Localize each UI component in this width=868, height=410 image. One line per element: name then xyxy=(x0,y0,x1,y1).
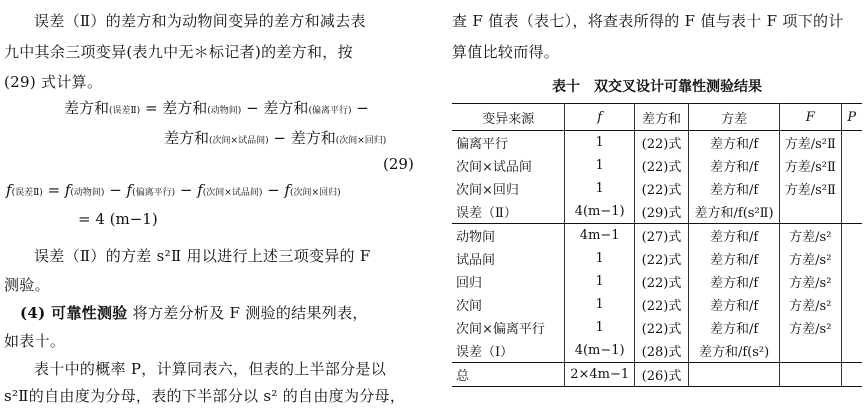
paragraph-line: 测验。 xyxy=(4,276,50,294)
table-cell: 1 xyxy=(565,131,634,155)
table-cell xyxy=(841,224,862,248)
eq-term: − f xyxy=(267,181,291,199)
table-cell: 方差/s² xyxy=(780,316,841,339)
table-row xyxy=(452,363,862,387)
table-cell: 误差（Ⅰ） xyxy=(456,345,514,360)
table-cell: 方差/s² xyxy=(780,293,841,316)
table-cell xyxy=(841,363,862,387)
table-row xyxy=(452,247,862,270)
table-cell: (22)式 xyxy=(634,270,688,293)
equation-line: = 4 (m−1) xyxy=(78,210,158,228)
paragraph-line: 九中其余三项变异(表九中无＊标记者)的差方和，按 xyxy=(4,43,353,61)
table-cell xyxy=(841,270,862,293)
paragraph-line: 算值比较而得。 xyxy=(452,43,560,61)
table-cell: (22)式 xyxy=(634,131,688,155)
eq-term: − xyxy=(356,99,369,117)
table-cell: 差方和/f(s²) xyxy=(689,339,780,363)
table-row xyxy=(452,177,862,200)
eq-subscript: (偏离平行) xyxy=(132,188,176,198)
table-row xyxy=(452,200,862,224)
table-cell: 次间×回归 xyxy=(456,183,519,198)
table-cell: 方差/s²Ⅱ xyxy=(780,154,841,177)
paragraph-line: 查 F 值表（表七），将查表所得的 F 值与表十 F 项下的计 xyxy=(452,12,844,30)
table-cell xyxy=(841,131,862,155)
paragraph-line: 表十中的概率 P，计算同表六，但表的上半部分是以 xyxy=(34,360,387,378)
table-cell: 4m−1 xyxy=(565,224,634,248)
col-header: 方差 xyxy=(689,104,780,131)
table-cell: 方差/s²Ⅱ xyxy=(780,177,841,200)
table-cell: 总 xyxy=(452,363,565,387)
table-cell: 1 xyxy=(565,270,634,293)
table-cell: 1 xyxy=(565,316,634,339)
table-cell: (22)式 xyxy=(634,154,688,177)
table-cell xyxy=(780,200,841,224)
eq-subscript: (次间×回归) xyxy=(290,188,341,198)
paragraph-text: 将方差分析及 F 测验的结果列表， xyxy=(132,304,368,322)
table-cell: 1 xyxy=(565,247,634,270)
table-row xyxy=(452,154,862,177)
table-cell: (22)式 xyxy=(634,316,688,339)
eq-term: − 差方和 xyxy=(273,129,336,147)
table-cell: 差方和/f xyxy=(689,316,780,339)
equation-line xyxy=(64,97,369,118)
table-row xyxy=(452,293,862,316)
table-title: 表十 双交叉设计可靠性测验结果 xyxy=(552,79,762,95)
paragraph-line: s²Ⅱ的自由度为分母，表的下半部分以 s² 的自由度为分母， xyxy=(4,387,406,405)
table-cell: 回归 xyxy=(456,276,483,291)
eq-subscript: (动物间) xyxy=(70,188,105,198)
data-table xyxy=(452,103,862,387)
table-cell: (29)式 xyxy=(634,200,688,224)
table-cell: 1 xyxy=(565,293,634,316)
eq-subscript: (偏离平行) xyxy=(308,106,352,116)
table-row xyxy=(452,131,862,155)
table-cell xyxy=(841,177,862,200)
table-cell xyxy=(841,293,862,316)
table-cell xyxy=(780,339,841,363)
eq-term: − f xyxy=(179,181,203,199)
eq-subscript: (误差Ⅱ) xyxy=(109,106,141,116)
table-row xyxy=(452,270,862,293)
eq-term: − 差方和 xyxy=(246,99,309,117)
table-cell xyxy=(780,363,841,387)
col-header: F xyxy=(780,104,841,131)
table-cell: 方差/s² xyxy=(780,270,841,293)
table-cell: 4(m−1) xyxy=(565,339,634,363)
table-cell: 1 xyxy=(565,154,634,177)
table-cell: 动物间 xyxy=(452,224,565,248)
eq-subscript: (动物间) xyxy=(207,106,242,116)
table-cell: 差方和/f xyxy=(689,131,780,155)
table-header-row xyxy=(452,104,862,131)
eq-term: 差方和 xyxy=(64,99,110,117)
col-header: 变异来源 xyxy=(452,104,565,131)
table-cell: 试品间 xyxy=(456,253,496,268)
paragraph-line: 误差（Ⅱ）的差方和为动物间变异的差方和减去表 xyxy=(34,12,366,30)
table-row xyxy=(452,339,862,363)
col-header: f xyxy=(565,104,634,131)
table-cell xyxy=(841,339,862,363)
table-cell xyxy=(689,363,780,387)
table-cell: 差方和/f(s²Ⅱ) xyxy=(689,200,780,224)
eq-subscript: (误差Ⅱ) xyxy=(11,188,43,198)
table-cell: 差方和/f xyxy=(689,177,780,200)
table-cell: 差方和/f xyxy=(689,224,780,248)
table-cell: 差方和/f xyxy=(689,154,780,177)
section-heading: (4) 可靠性测验 xyxy=(20,304,128,322)
equation-line xyxy=(164,127,386,148)
eq-term: = 差方和 xyxy=(144,99,208,117)
paragraph-line: 误差（Ⅱ）的方差 s²Ⅱ 用以进行上述三项变异的 F xyxy=(34,247,371,265)
table-cell: 次间×试品间 xyxy=(456,160,532,175)
equation-line xyxy=(6,181,341,199)
eq-subscript: (次间×试品间) xyxy=(202,188,263,198)
table-cell: 差方和/f xyxy=(689,247,780,270)
table-cell: (27)式 xyxy=(634,224,688,248)
table-cell: 次间×偏离平行 xyxy=(456,322,545,337)
paragraph-line: (29) 式计算。 xyxy=(4,73,103,91)
table-cell: 误差（Ⅱ） xyxy=(456,206,517,221)
table-cell xyxy=(841,316,862,339)
table-cell: (26)式 xyxy=(634,363,688,387)
table-cell: 方差/s² xyxy=(780,224,841,248)
paragraph-line: 如表十。 xyxy=(4,332,66,350)
eq-term: = f xyxy=(47,181,71,199)
col-header: 差方和 xyxy=(634,104,688,131)
table-cell: 4(m−1) xyxy=(565,200,634,224)
paragraph-line xyxy=(20,302,368,323)
table-cell: (22)式 xyxy=(634,247,688,270)
table-cell: 方差/s²Ⅱ xyxy=(780,131,841,155)
table-cell: 偏离平行 xyxy=(456,137,509,152)
eq-subscript: (次间×回归) xyxy=(335,136,387,146)
eq-subscript: (次间×试品间) xyxy=(209,136,269,146)
eq-term: 差方和 xyxy=(164,129,210,147)
table-cell: (28)式 xyxy=(634,339,688,363)
eq-term: − f xyxy=(109,181,133,199)
col-header: P xyxy=(841,104,862,131)
table-cell: 次间 xyxy=(456,299,483,314)
table-cell xyxy=(841,154,862,177)
table-cell xyxy=(841,200,862,224)
table-cell: (22)式 xyxy=(634,293,688,316)
table-cell: (22)式 xyxy=(634,177,688,200)
table-cell: 差方和/f xyxy=(689,270,780,293)
table-row xyxy=(452,316,862,339)
table-cell: 1 xyxy=(565,177,634,200)
equation-number: (29) xyxy=(383,155,414,173)
table-cell: 方差/s² xyxy=(780,247,841,270)
table-cell: 差方和/f xyxy=(689,293,780,316)
table-cell: 2×4m−1 xyxy=(565,363,634,387)
table-row xyxy=(452,224,862,248)
eq-term: f xyxy=(6,181,12,199)
table-cell xyxy=(841,247,862,270)
